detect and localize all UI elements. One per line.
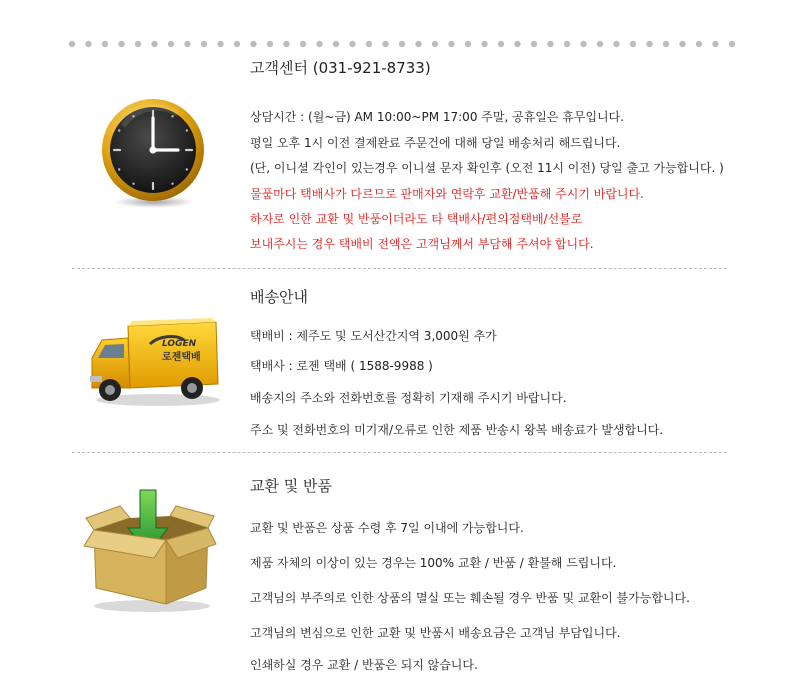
returns-line: 고객님의 변심으로 인한 교환 및 반품시 배송요금은 고객님 부담입니다. <box>250 626 621 640</box>
top-dotted-border <box>68 40 738 48</box>
returns-title: 교환 및 반품 <box>250 477 332 495</box>
section-divider <box>72 268 727 269</box>
shipping-line: 택배비 : 제주도 및 도서산간지역 3,000원 추가 <box>250 329 497 343</box>
customer-center-title: 고객센터 (031-921-8733) <box>250 59 431 77</box>
shipping-line: 택배사 : 로젠 택배 ( 1588-9988 ) <box>250 359 433 373</box>
returns-line: 고객님의 부주의로 인한 상품의 멸실 또는 훼손될 경우 반품 및 교환이 불가능합니다. <box>250 591 690 605</box>
section-divider <box>72 452 727 453</box>
returns-line: 제품 자체의 이상이 있는 경우는 100% 교환 / 반품 / 환불해 드립니다. <box>250 556 617 570</box>
customer-center-line: 상담시간 : (월~금) AM 10:00~PM 17:00 주말, 공휴일은 휴무입니다. <box>250 110 625 124</box>
truck-logo-text: LOGEN <box>162 339 197 349</box>
customer-center-line: (단, 이니셜 각인이 있는경우 이니셜 문자 확인후 (오전 11시 이전) 당일 출고 가능합니다. ) <box>250 161 724 175</box>
package-box-icon <box>82 488 217 613</box>
truck-logo-subtext: 로젠택배 <box>162 352 201 363</box>
customer-center-warning-line: 물품마다 택배사가 다르므로 판매자와 연락후 교환/반품해 주시기 바랍니다. <box>250 187 644 201</box>
customer-center-line: 평일 오후 1시 이전 결제완료 주문건에 대해 당일 배송처리 해드립니다. <box>250 136 621 150</box>
delivery-truck-icon <box>88 318 223 408</box>
clock-icon <box>98 96 208 211</box>
shipping-title: 배송안내 <box>250 288 308 306</box>
returns-line: 교환 및 반품은 상품 수령 후 7일 이내에 가능합니다. <box>250 521 524 535</box>
shipping-line: 주소 및 전화번호의 미기재/오류로 인한 제품 반송시 왕복 배송료가 발생합니다. <box>250 423 664 437</box>
customer-center-warning-line: 하자로 인한 교환 및 반품이더라도 타 택배사/편의점택배/선불로 <box>250 212 583 226</box>
shipping-line: 배송지의 주소와 전화번호를 정확히 기재해 주시기 바랍니다. <box>250 391 567 405</box>
customer-center-warning-line: 보내주시는 경우 택배비 전액은 고객님께서 부담해 주셔야 합니다. <box>250 237 594 251</box>
returns-line: 인쇄하실 경우 교환 / 반품은 되지 않습니다. <box>250 658 478 672</box>
